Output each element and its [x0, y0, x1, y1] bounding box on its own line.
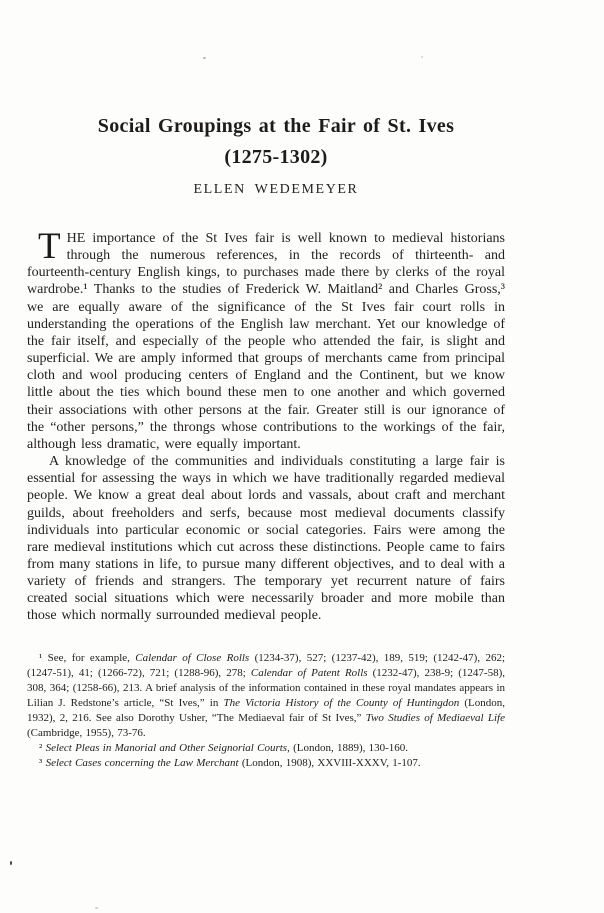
article-body	[27, 226, 505, 625]
scan-speck	[421, 56, 423, 58]
paragraph-1	[27, 226, 505, 453]
footnote-1: ¹ See, for example, Calendar of Close Rolls (1234-37), 527; (1237-42), 189, 519; (1242-47), 262; (1247-51), 41; (1266-72), 721; (1288-96), 278; Calendar of Patent Rolls (1232-47), 238-9; (1247-58), 308, 364; (1258-66), 213. A brief analysis of the information contained in these royal mandates appears in Lilian J. Redstone’s article, “St Ives,” in The Victoria History of the County of Huntingdon (London, 1932), 2, 216. See also Dorothy Usher, “The Mediaeval fair of St Ives,” Two Studies of Mediaeval Life (Cambridge, 1955), 73-76.	[27, 651, 506, 739]
scan-speck	[95, 907, 98, 909]
footnotes-section	[27, 651, 505, 771]
dropcap-letter: T	[38, 226, 61, 267]
scan-speck	[10, 861, 12, 865]
author-name: ELLEN WEDEMEYER	[193, 182, 359, 197]
footnote-3: ³ Select Cases concerning the Law Merchant (London, 1908), XXVIII-XXXV, 1-107.	[39, 756, 421, 769]
scan-speck	[203, 57, 206, 59]
paragraph-1-text: HE importance of the St Ives fair is well known to medieval historians through the numerous references, in the records of thirteenth- and fourteenth-century English kings, to purchases made there by clerks of the royal wardrobe.¹ Thanks to the studies of Frederick W. Maitland² and Charles Gross,³ we are equally aware of the significance of the St Ives fair court rolls in understanding the operations of the English law merchant. Yet our knowledge of the fair itself, and especially of the people who attended the fair, is slight and superficial. We are amply informed that groups of merchants came from principal cloth and wool producing centers of England and the Continent, but we know little about the ties which bound these men to one another and which governed their associations with other persons at the fair. Greater still is our ignorance of the “other persons,” the throngs whose contributions to the workings of the fair, although less dramatic, were equally important.	[27, 231, 505, 452]
article-title-line2: (1275-1302)	[224, 146, 328, 168]
paragraph-2: A knowledge of the communities and individuals constituting a large fair is essential for assessing the ways in which we have traditionally regarded medieval people. We know a great deal about lords and vassals, about craft and merchant guilds, about freeholders and serfs, because most medieval documents classify individuals into particular economic or social categories. Fairs were among the rare medieval institutions which cut across these distinctions. People came to fairs from many stations in life, to pursue many different objectives, and to deal with a variety of friends and strangers. The temporary yet recurrent nature of fairs created social situations which were necessarily broader and more mobile than those which normally surrounded medieval people.	[27, 454, 505, 624]
article-title-line1: Social Groupings at the Fair of St. Ives	[97, 115, 455, 137]
footnote-2: ² Select Pleas in Manorial and Other Seignorial Courts, (London, 1889), 130-160.	[39, 741, 409, 754]
article-title	[0, 0, 552, 173]
